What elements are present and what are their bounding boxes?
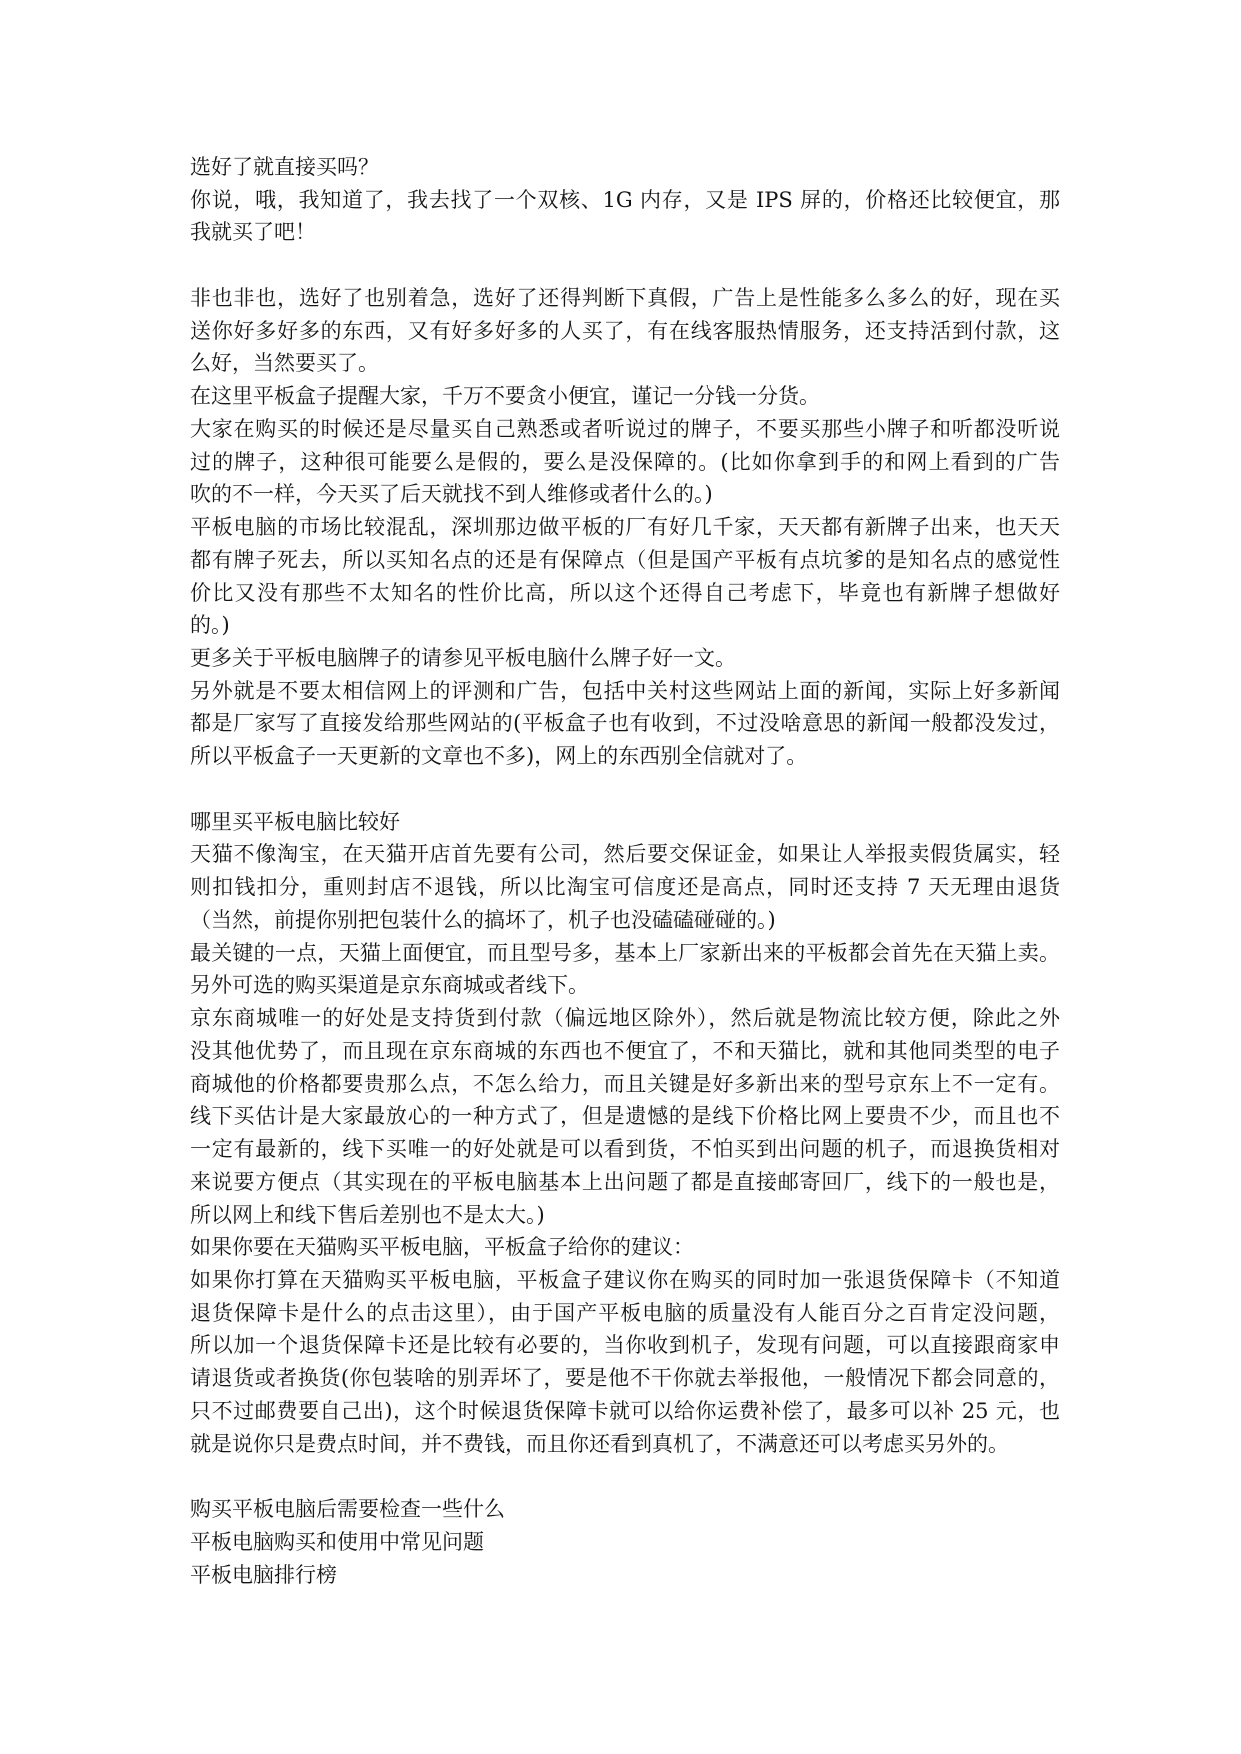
paragraph — [190, 675, 1060, 773]
related-article-item: 购买平板电脑后需要检查一些什么 — [190, 1497, 505, 1522]
text-line: 平板电脑的市场比较混乱，深圳那边做平板的厂有好几千家，天天都有新牌子出来，也天天 — [190, 515, 1060, 540]
text-line: 所以网上和线下售后差别也不是太大。) — [190, 1202, 545, 1227]
paragraph — [190, 511, 1060, 642]
text-line: 只不过邮费要自己出)，这个时候退货保障卡就可以给你运费补偿了，最多可以补 25 元，也 — [190, 1398, 1060, 1423]
text-line: 最关键的一点，天猫上面便宜，而且型号多，基本上厂家新出来的平板都会首先在天猫上卖。 — [190, 940, 1060, 965]
text-line: 吹的不一样，今天买了后天就找不到人维修或者什么的。) — [190, 482, 713, 507]
text-line: 则扣钱扣分，重则封店不退钱，所以比淘宝可信度还是高点，同时还支持 7 天无理由退货 — [190, 875, 1060, 900]
text-line: 线下买估计是大家最放心的一种方式了，但是遗憾的是线下价格比网上要贵不少，而且也不 — [190, 1104, 1060, 1129]
paragraph — [190, 838, 1060, 936]
paragraph — [190, 1100, 1060, 1231]
text-line: 都是厂家写了直接发给那些网站的(平板盒子也有收到，不过没啥意思的新闻一般都没发过， — [190, 711, 1060, 736]
related-articles — [190, 1493, 1060, 1591]
text-line: 另外就是不要太相信网上的评测和广告，包括中关村这些网站上面的新闻，实际上好多新闻 — [190, 678, 1060, 703]
related-article-item: 平板电脑排行榜 — [190, 1562, 337, 1587]
text-line: 所以加一个退货保障卡还是比较有必要的，当你收到机子，发现有问题，可以直接跟商家申 — [190, 1333, 1060, 1358]
text-line: 京东商城唯一的好处是支持货到付款（偏远地区除外），然后就是物流比较方便，除此之外 — [190, 1006, 1060, 1031]
text-line: （当然，前提你别把包装什么的搞坏了，机子也没磕磕碰碰的。) — [190, 907, 776, 932]
paragraph — [190, 642, 1060, 675]
text-line: 都有牌子死去，所以买知名点的还是有保障点（但是国产平板有点坑爹的是知名点的感觉性 — [190, 547, 1060, 572]
paragraph — [190, 1002, 1060, 1100]
document-body — [190, 151, 1060, 1591]
section-heading: 选好了就直接买吗？ — [190, 155, 379, 179]
text-line: 所以平板盒子一天更新的文章也不多)，网上的东西别全信就对了。 — [190, 744, 808, 769]
paragraph — [190, 413, 1060, 511]
paragraph — [190, 282, 1060, 380]
text-line: 大家在购买的时候还是尽量买自己熟悉或者听说过的牌子，不要买那些小牌子和听都没听说 — [190, 416, 1060, 441]
text-line: 商城他的价格都要贵那么点，不怎么给力，而且关键是好多新出来的型号京东上不一定有。 — [190, 1071, 1060, 1096]
section-verify — [190, 282, 1060, 773]
section-choose — [190, 151, 1060, 249]
paragraph — [190, 937, 1060, 970]
text-line: 没其他优势了，而且现在京东商城的东西也不便宜了，不和天猫比，就和其他同类型的电子 — [190, 1038, 1060, 1063]
text-line: 请退货或者换货(你包装啥的别弄坏了，要是他不干你就去举报他，一般情况下都会同意的， — [190, 1366, 1060, 1391]
text-line: 过的牌子，这种很可能要么是假的，要么是没保障的。(比如你拿到手的和网上看到的广告 — [190, 449, 1060, 474]
text-line: 在这里平板盒子提醒大家，千万不要贪小便宜，谨记一分钱一分货。 — [190, 384, 820, 409]
text-line: 我就买了吧！ — [190, 220, 316, 245]
text-line: 价比又没有那些不太知名的性价比高，所以这个还得自己考虑下，毕竟也有新牌子想做好 — [190, 580, 1060, 605]
text-line: 你说，哦，我知道了，我去找了一个双核、1G 内存，又是 IPS 屏的，价格还比较便宜，那 — [190, 187, 1060, 212]
text-line: 如果你要在天猫购买平板电脑，平板盒子给你的建议： — [190, 1235, 694, 1260]
text-line: 么好，当然要买了。 — [190, 351, 379, 376]
text-line: 如果你打算在天猫购买平板电脑，平板盒子建议你在购买的同时加一张退货保障卡（不知道 — [190, 1267, 1060, 1292]
paragraph — [190, 380, 1060, 413]
section-heading: 哪里买平板电脑比较好 — [190, 809, 400, 834]
paragraph — [190, 1231, 1060, 1264]
text-line: 退货保障卡是什么的点击这里），由于国产平板电脑的质量没有人能百分之百肯定没问题， — [190, 1300, 1060, 1325]
text-line: 另外可选的购买渠道是京东商城或者线下。 — [190, 973, 589, 998]
text-line: 非也非也，选好了也别着急，选好了还得判断下真假，广告上是性能多么多么的好，现在买 — [190, 285, 1060, 310]
text-line: 更多关于平板电脑牌子的请参见平板电脑什么牌子好一文。 — [190, 646, 736, 671]
text-line: 送你好多好多的东西，又有好多好多的人买了，有在线客服热情服务，还支持活到付款，这 — [190, 318, 1060, 343]
paragraph — [190, 1264, 1060, 1460]
paragraph — [190, 184, 1060, 249]
text-line: 一定有最新的，线下买唯一的好处就是可以看到货，不怕买到出问题的机子，而退换货相对 — [190, 1137, 1060, 1162]
text-line: 就是说你只是费点时间，并不费钱，而且你还看到真机了，不满意还可以考虑买另外的。 — [190, 1431, 1009, 1456]
section-where-to-buy — [190, 806, 1060, 1461]
text-line: 来说要方便点（其实现在的平板电脑基本上出问题了都是直接邮寄回厂，线下的一般也是， — [190, 1169, 1060, 1194]
paragraph — [190, 969, 1060, 1002]
text-line: 天猫不像淘宝，在天猫开店首先要有公司，然后要交保证金，如果让人举报卖假货属实，轻 — [190, 842, 1060, 867]
text-line: 的。) — [190, 613, 230, 638]
related-article-item: 平板电脑购买和使用中常见问题 — [190, 1529, 484, 1554]
